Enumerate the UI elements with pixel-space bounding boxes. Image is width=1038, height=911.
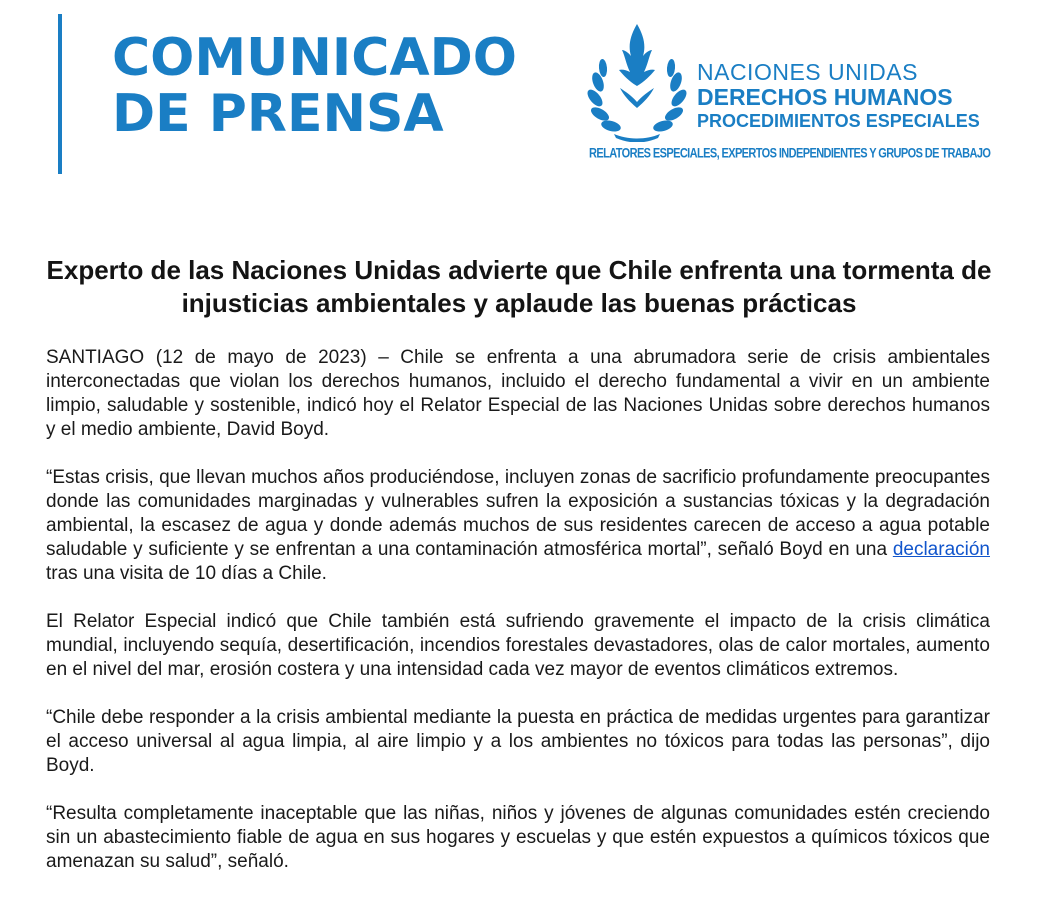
paragraph-2: [46, 466, 990, 586]
org-line-2: DERECHOS HUMANOS: [697, 84, 953, 110]
paragraph-5: “Resulta completamente inaceptable que las niñas, niños y jóvenes de algunas comunidades estén creciendo sin un abastecimiento fiable de agua en sus hogares y escuelas y que estén expuestos a químicos tóxicos que amenazan su salud”, señaló.: [46, 803, 990, 872]
paragraph-4: “Chile debe responder a la crisis ambiental mediante la puesta en práctica de medidas urgentes para garantizar el acceso universal al agua limpia, al aire limpio y a los ambientes no tóxicos para todas las personas”, dijo Boyd.: [46, 707, 990, 776]
paragraph-2-text-before: “Estas crisis, que llevan muchos años produciéndose, incluyen zonas de sacrificio profundamente preocupantes donde las comunidades marginadas y vulnerables sufren la exposición a sustancias tóxicas y la degradación ambiental, la escasez de agua y donde además muchos de sus residentes carecen de acceso a agua potable saludable y suficiente y se enfrentan a una contaminación atmosférica mortal”, señaló Boyd en una: [46, 467, 990, 560]
org-tagline: RELATORES ESPECIALES, EXPERTOS INDEPENDIENTES Y GRUPOS DE TRABAJO: [589, 146, 991, 161]
article-body: [46, 346, 990, 898]
paragraph-1: SANTIAGO (12 de mayo de 2023) – Chile se enfrenta a una abrumadora serie de crisis ambientales interconectadas que violan los derechos humanos, incluido el derecho fundamental a vivir en un ambiente limpio, saludable y sostenible, indicó hoy el Relator Especial de las Naciones Unidas sobre derechos humanos y el medio ambiente, David Boyd.: [46, 347, 990, 440]
press-title-line-1: COMUNICADO: [112, 28, 517, 88]
org-line-3: PROCEDIMIENTOS ESPECIALES: [697, 111, 980, 131]
declaration-link[interactable]: declaración: [892, 539, 990, 560]
press-title-line-2: DE PRENSA: [112, 84, 444, 144]
paragraph-2-text-after: tras una visita de 10 días a Chile.: [46, 563, 327, 584]
article-headline: Experto de las Naciones Unidas advierte que Chile enfrenta una tormenta de injusticias ambientales y aplaude las buenas prácticas: [46, 255, 992, 318]
header-divider-bar: [58, 14, 62, 174]
un-emblem-icon: [584, 22, 690, 142]
un-organization-name: [697, 60, 980, 132]
press-release-title: [112, 30, 517, 142]
org-line-1: NACIONES UNIDAS: [697, 59, 918, 85]
paragraph-3: El Relator Especial indicó que Chile también está sufriendo gravemente el impacto de la crisis climática mundial, incluyendo sequía, desertificación, incendios forestales devastadores, olas de calor mortales, aumento en el nivel del mar, erosión costera y una intensidad cada vez mayor de eventos climáticos extremos.: [46, 611, 990, 680]
